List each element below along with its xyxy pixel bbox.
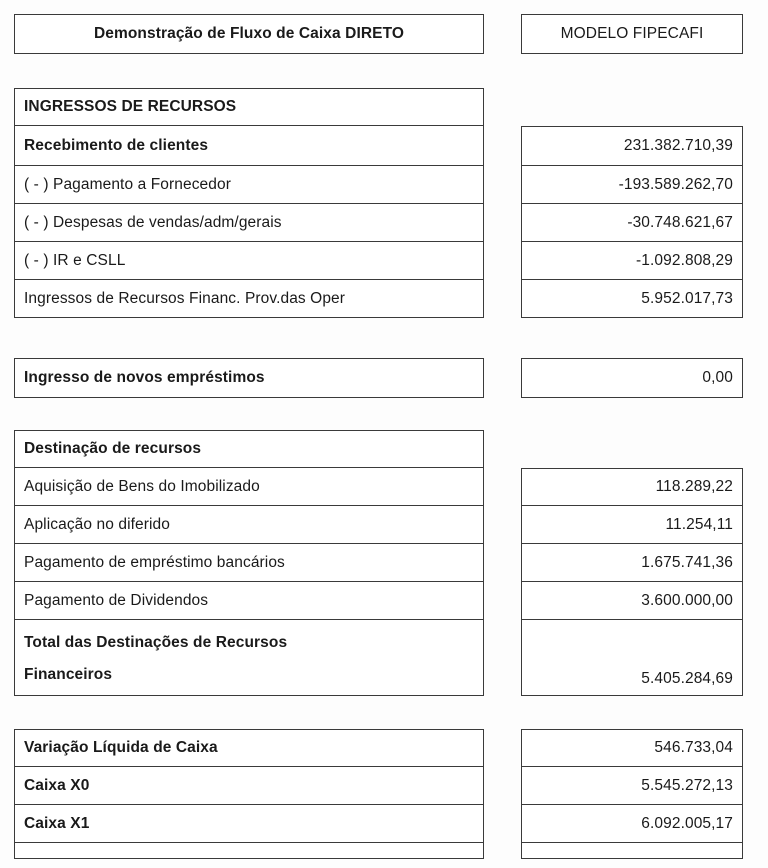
table-filler-row-labels (14, 843, 484, 859)
row-value-caixa-x1: 6.092.005,17 (521, 805, 743, 843)
row-value-pagamento-emprestimo-bancarios: 1.675.741,36 (521, 544, 743, 582)
section-ingressos-labels (14, 88, 484, 318)
section-resumo-caixa-labels (14, 729, 484, 859)
section-heading-ingressos: INGRESSOS DE RECURSOS (14, 88, 484, 126)
row-label-pagamento-de-dividendos: Pagamento de Dividendos (14, 582, 484, 620)
row-value-ir-e-csll: -1.092.808,29 (521, 242, 743, 280)
row-value-despesas-vendas-adm-gerais: -30.748.621,67 (521, 204, 743, 242)
table-filler-row-values (521, 843, 743, 859)
row-label-aplicacao-no-diferido: Aplicação no diferido (14, 506, 484, 544)
row-label-pagamento-a-fornecedor: ( - ) Pagamento a Fornecedor (14, 166, 484, 204)
row-label-ingresso-novos-emprestimos: Ingresso de novos empréstimos (14, 358, 484, 398)
statement-title-box (14, 14, 484, 54)
section-ingressos-values (521, 126, 743, 318)
row-value-variacao-liquida-de-caixa: 546.733,04 (521, 729, 743, 767)
section-destinacao-values (521, 468, 743, 696)
row-label-ingressos-recursos-financ: Ingressos de Recursos Financ. Prov.das Oper (14, 280, 484, 318)
section-novos-emprestimos-labels (14, 358, 484, 398)
row-label-total-destinacoes-recursos (14, 620, 484, 696)
page-title: Demonstração de Fluxo de Caixa DIRETO (14, 14, 484, 54)
row-value-pagamento-a-fornecedor: -193.589.262,70 (521, 166, 743, 204)
section-heading-destinacao: Destinação de recursos (14, 430, 484, 468)
row-label-caixa-x1: Caixa X1 (14, 805, 484, 843)
total-label-line-2: Financeiros (24, 665, 113, 683)
model-badge-box (521, 14, 743, 54)
section-resumo-caixa-values (521, 729, 743, 859)
row-value-total-destinacoes-recursos: 5.405.284,69 (521, 620, 743, 696)
row-value-ingresso-novos-emprestimos: 0,00 (521, 358, 743, 398)
row-value-ingressos-recursos-financ: 5.952.017,73 (521, 280, 743, 318)
row-value-recebimento-de-clientes: 231.382.710,39 (521, 126, 743, 166)
row-value-caixa-x0: 5.545.272,13 (521, 767, 743, 805)
row-value-aquisicao-bens-imobilizado: 118.289,22 (521, 468, 743, 506)
row-label-caixa-x0: Caixa X0 (14, 767, 484, 805)
row-label-aquisicao-bens-imobilizado: Aquisição de Bens do Imobilizado (14, 468, 484, 506)
section-novos-emprestimos-values (521, 358, 743, 398)
row-label-variacao-liquida-de-caixa: Variação Líquida de Caixa (14, 729, 484, 767)
model-badge: MODELO FIPECAFI (521, 14, 743, 54)
row-label-despesas-vendas-adm-gerais: ( - ) Despesas de vendas/adm/gerais (14, 204, 484, 242)
row-value-aplicacao-no-diferido: 11.254,11 (521, 506, 743, 544)
row-label-pagamento-emprestimo-bancarios: Pagamento de empréstimo bancários (14, 544, 484, 582)
row-label-recebimento-de-clientes: Recebimento de clientes (14, 126, 484, 166)
total-label-line-1: Total das Destinações de Recursos (24, 634, 288, 651)
section-destinacao-labels (14, 430, 484, 696)
row-label-ir-e-csll: ( - ) IR e CSLL (14, 242, 484, 280)
row-value-pagamento-de-dividendos: 3.600.000,00 (521, 582, 743, 620)
